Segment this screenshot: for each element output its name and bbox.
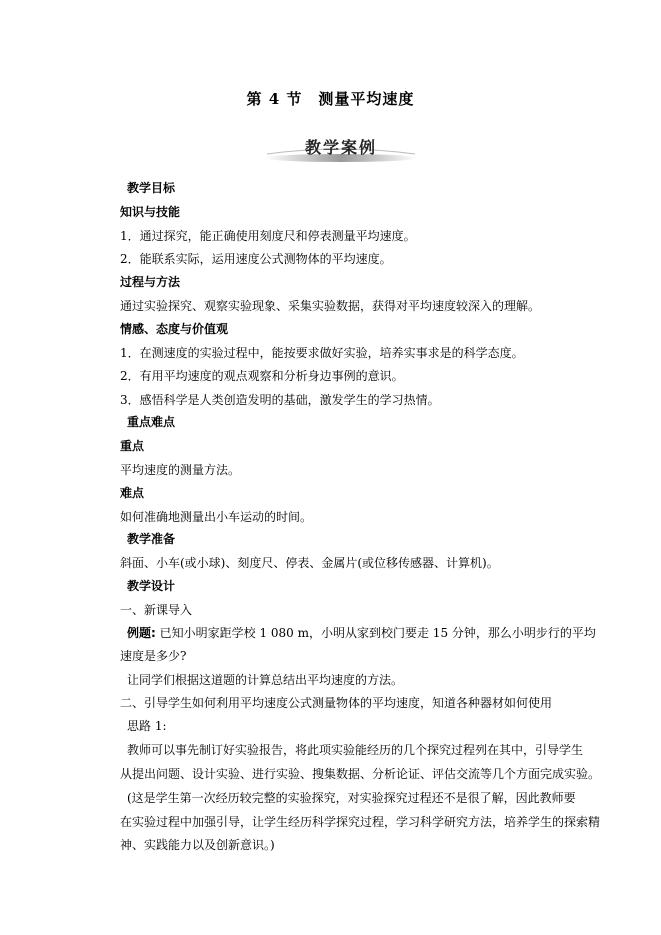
emotion-item-3: 3．感悟科学是人类创造发明的基础，激发学生的学习热情。 xyxy=(120,393,440,407)
example-label: 例题: xyxy=(127,626,156,640)
example-text: 已知小明家距学校 1 080 m，小明从家到校门要走 15 分钟，那么小明步行的平均 xyxy=(155,626,596,640)
objectives-heading: 教学目标 xyxy=(127,181,176,195)
idea-label: 思路 1: xyxy=(127,719,167,733)
emotion-heading: 情感、态度与价值观 xyxy=(120,322,229,336)
knowledge-heading: 知识与技能 xyxy=(120,205,181,219)
example-line xyxy=(127,625,596,641)
focus-text: 平均速度的测量方法。 xyxy=(120,463,241,477)
emotion-item-2: 2．有用平均速度的观点观察和分析身边事例的意识。 xyxy=(120,369,404,383)
summary-text: 让同学们根据这道题的计算总结出平均速度的方法。 xyxy=(127,673,404,687)
paragraph-1-line-2: 从提出问题、设计实验、进行实验、搜集数据、分析论证、评估交流等几个方面完成实验。 xyxy=(120,767,601,781)
paragraph-2-line-2: 在实验过程中加强引导，让学生经历科学探究过程，学习科学研究方法，培养学生的探索精 xyxy=(120,815,601,829)
paragraph-2-line-3: 神、实践能力以及创新意识。) xyxy=(120,838,275,852)
prep-heading: 教学准备 xyxy=(127,532,176,546)
process-heading: 过程与方法 xyxy=(120,275,181,289)
knowledge-item-2: 2．能联系实际，运用速度公式测物体的平均速度。 xyxy=(120,252,392,266)
knowledge-item-1: 1．通过探究，能正确使用刻度尺和停表测量平均速度。 xyxy=(120,229,416,243)
intro-heading: 一、新课导入 xyxy=(120,603,193,617)
paragraph-2-line-1: (这是学生第一次经历较完整的实验探究，对实验探究过程还不是很了解，因此教师要 xyxy=(127,791,576,805)
page-title: 第 4 节 测量平均速度 xyxy=(246,90,415,108)
design-heading: 教学设计 xyxy=(127,579,176,593)
focus-heading: 重点 xyxy=(120,439,145,453)
paragraph-1-line-1: 教师可以事先制订好实验报告，将此项实验能经历的几个探究过程列在其中，引导学生 xyxy=(127,743,584,757)
emotion-item-1: 1．在测速度的实验过程中，能按要求做好实验，培养实事求是的科学态度。 xyxy=(120,346,524,360)
key-points-heading: 重点难点 xyxy=(127,415,176,429)
banner-title: 教学案例 xyxy=(304,138,377,157)
difficulty-heading: 难点 xyxy=(120,486,145,500)
process-text: 通过实验探究、观察实验现象、采集实验数据，获得对平均速度较深入的理解。 xyxy=(120,299,541,313)
prep-text: 斜面、小车(或小球)、刻度尺、停表、金属片(或位移传感器、计算机)。 xyxy=(120,556,499,570)
section-banner xyxy=(262,130,420,166)
guide-heading: 二、引导学生如何利用平均速度公式测量物体的平均速度，知道各种器材如何使用 xyxy=(120,696,553,710)
difficulty-text: 如何准确地测量出小车运动的时间。 xyxy=(120,510,313,524)
example-continuation: 速度是多少? xyxy=(120,649,187,663)
